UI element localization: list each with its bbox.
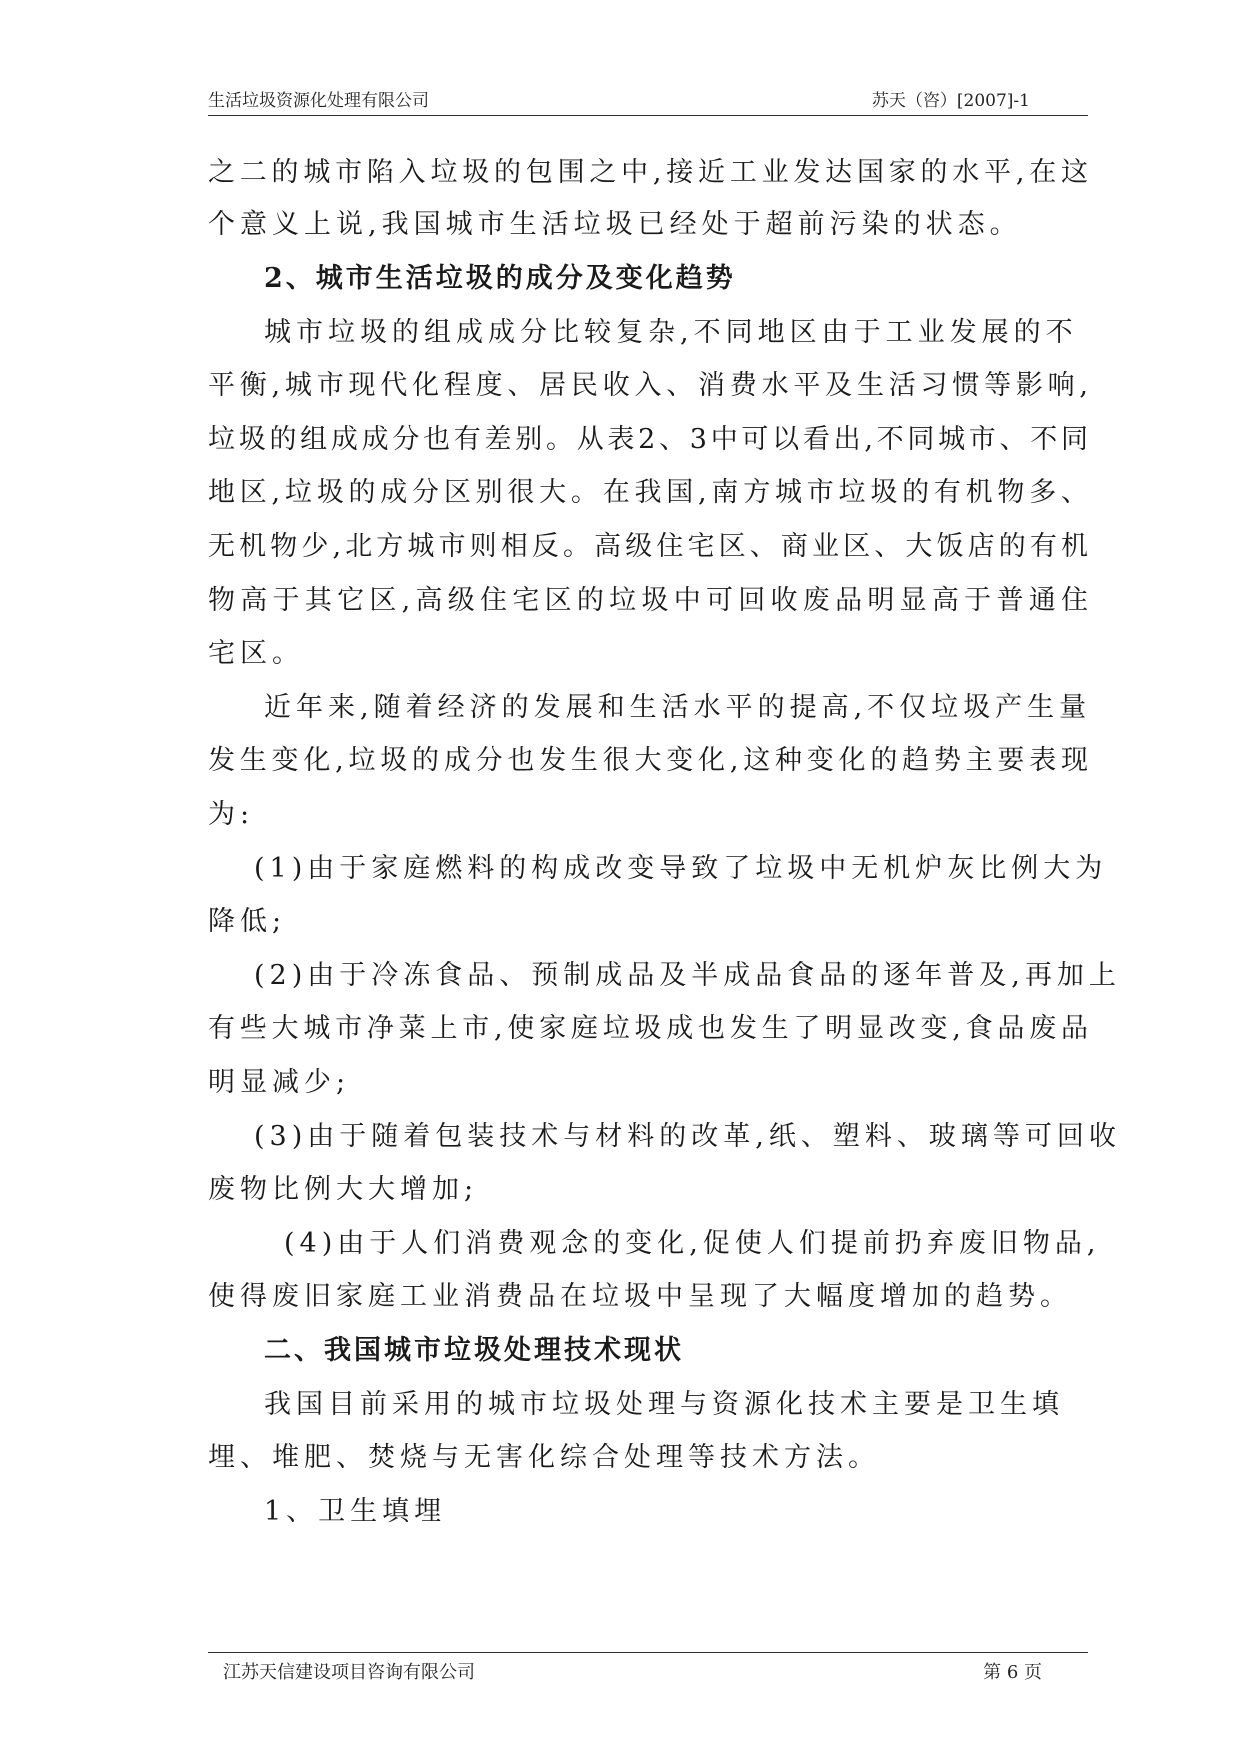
header-company: 生活垃圾资源化处理有限公司: [208, 91, 429, 111]
paragraph-line: 埋、堆肥、焚烧与无害化综合处理等技术方法。: [208, 1442, 880, 1473]
page-header: [208, 86, 1088, 114]
paragraph-line: 之二的城市陷入垃圾的包围之中,接近工业发达国家的水平,在这: [208, 157, 1088, 188]
paragraph-line: 我国目前采用的城市垃圾处理与资源化技术主要是卫生填: [264, 1389, 1064, 1420]
footer-company: 江苏天信建设项目咨询有限公司: [223, 1662, 475, 1683]
list-item-line: (3)由于随着包装技术与材料的改革,纸、塑料、玻璃等可回收: [254, 1121, 1121, 1152]
list-item-line: 明显减少;: [208, 1067, 351, 1098]
list-item-line: 废物比例大大增加;: [208, 1174, 479, 1205]
header-doc-number: 苏天（咨）[2007]-1: [871, 91, 1030, 111]
paragraph-line: 无机物少,北方城市则相反。高级住宅区、商业区、大饭店的有机: [208, 531, 1088, 562]
section-heading: 2、城市生活垃圾的成分及变化趋势: [264, 263, 736, 294]
list-item-line: 使得废旧家庭工业消费品在垃圾中呈现了大幅度增加的趋势。: [208, 1281, 1072, 1312]
paragraph-line: 城市垃圾的组成成分比较复杂,不同地区由于工业发展的不: [264, 317, 1078, 348]
subsection-heading: 1、卫生填埋: [264, 1496, 447, 1527]
footer-divider: [208, 1652, 1088, 1653]
list-item-line: (4)由于人们消费观念的变化,促使人们提前扔弃废旧物品,: [284, 1228, 1101, 1259]
paragraph-line: 地区,垃圾的成分区别很大。在我国,南方城市垃圾的有机物多、: [208, 477, 1088, 508]
page-footer: [208, 1658, 1088, 1684]
page-number: 第 6 页: [983, 1662, 1042, 1683]
list-item-line: 有些大城市净菜上市,使家庭垃圾成也发生了明显改变,食品废品: [208, 1013, 1088, 1044]
paragraph-line: 个意义上说,我国城市生活垃圾已经处于超前污染的状态。: [208, 209, 1022, 240]
paragraph-line: 平衡,城市现代化程度、居民收入、消费水平及生活习惯等影响,: [208, 370, 1088, 401]
paragraph-line: 物高于其它区,高级住宅区的垃圾中可回收废品明显高于普通住: [208, 585, 1088, 616]
section-heading: 二、我国城市垃圾处理技术现状: [264, 1335, 684, 1366]
paragraph-line: 发生变化,垃圾的成分也发生很大变化,这种变化的趋势主要表现: [208, 745, 1088, 776]
list-item-line: (2)由于冷冻食品、预制成品及半成品食品的逐年普及,再加上: [254, 960, 1121, 991]
paragraph-line: 近年来,随着经济的发展和生活水平的提高,不仅垃圾产生量: [264, 692, 1092, 723]
list-item-line: (1)由于家庭燃料的构成改变导致了垃圾中无机炉灰比例大为: [254, 853, 1108, 884]
paragraph-line: 宅区。: [208, 638, 304, 669]
paragraph-line: 为:: [208, 799, 255, 830]
header-divider: [208, 115, 1088, 116]
paragraph-line: 垃圾的组成成分也有差别。从表2、3中可以看出,不同城市、不同: [208, 424, 1088, 455]
list-item-line: 降低;: [208, 906, 287, 937]
